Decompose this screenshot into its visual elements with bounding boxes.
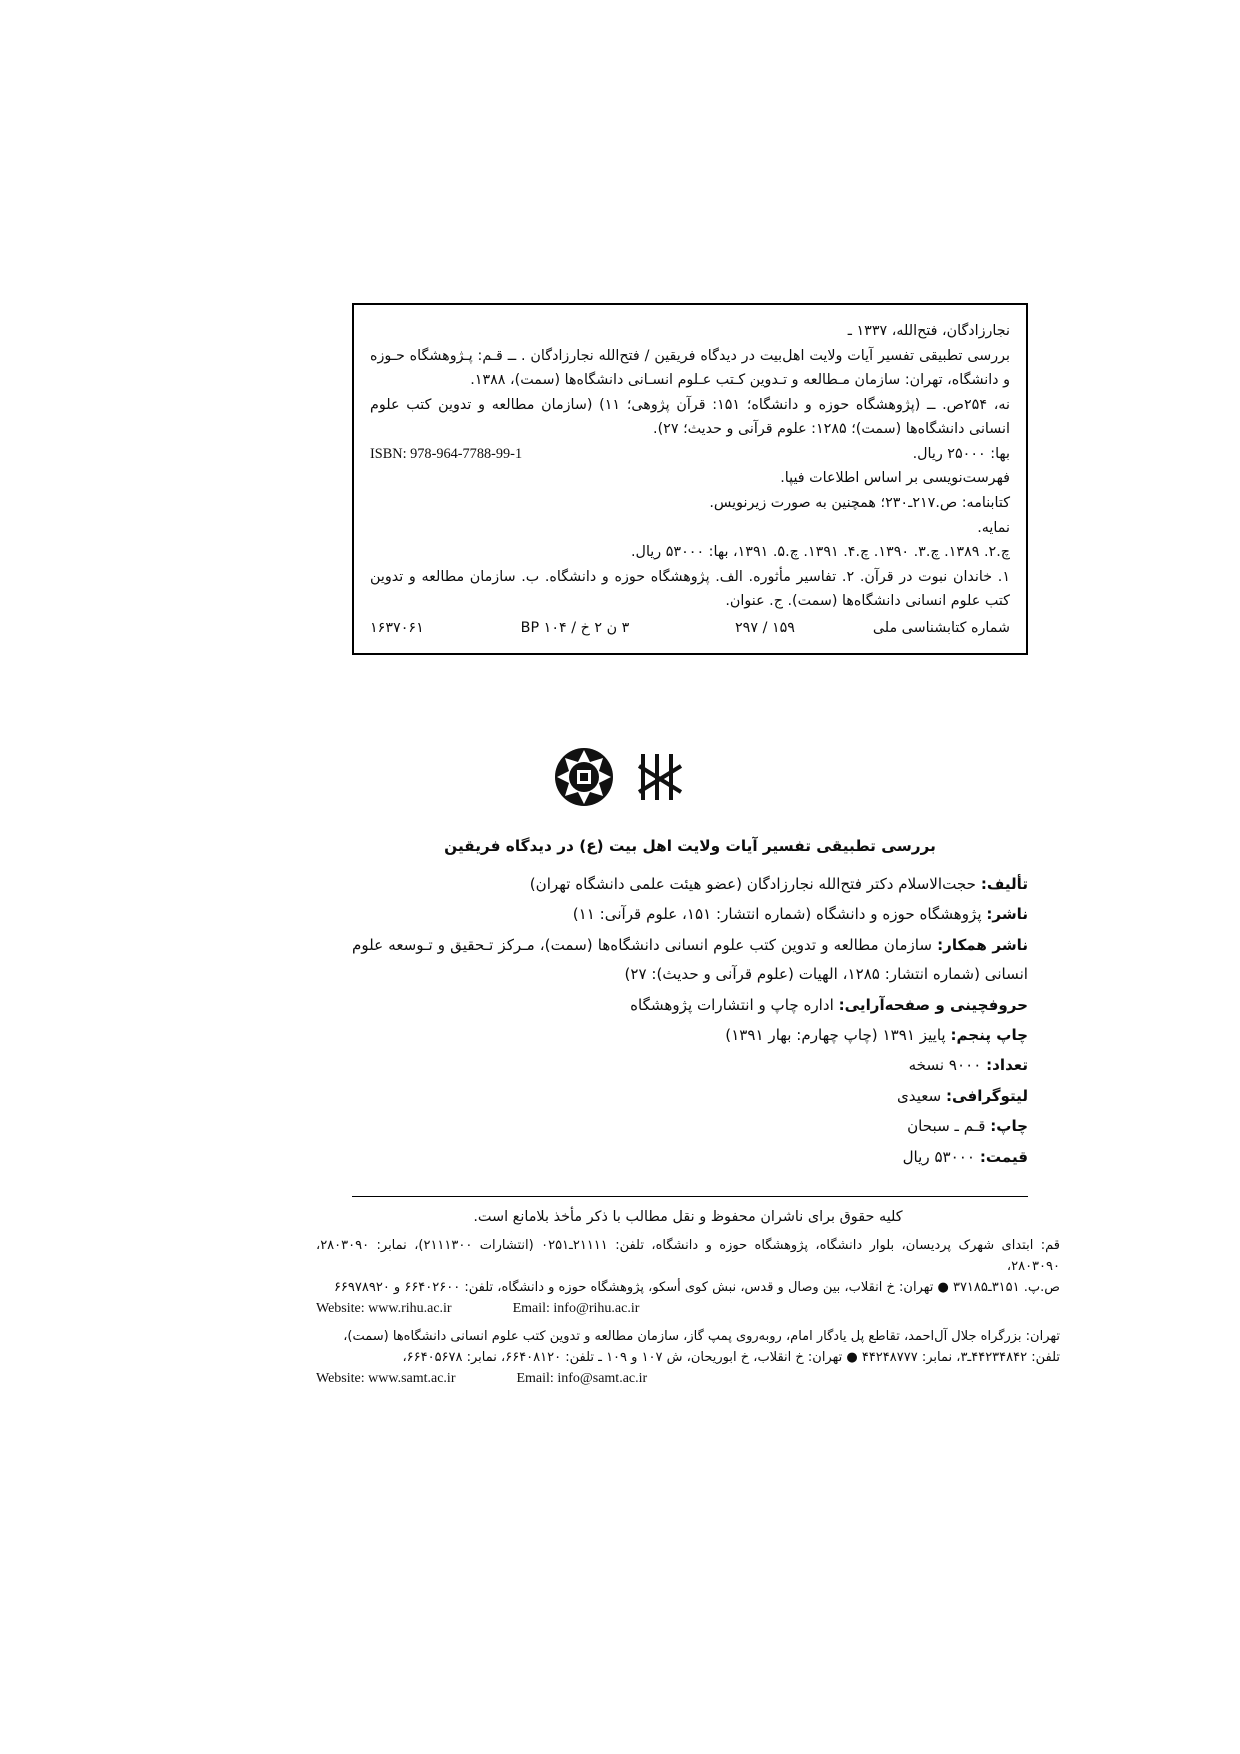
cip-price: بها: ۲۵۰۰۰ ریال. [912, 445, 1010, 462]
publisher-logos [0, 742, 1240, 812]
cip-isbn-row [370, 442, 1010, 467]
cip-series-statement: نه، ۲۵۴ص. ــ (پژوهشگاه حوزه و دانشگاه؛ ۱۵۱: قرآن پژوهی؛ ۱۱) (سازمان مطالعه و تدوین کتب علوم انسانی دانشگاه‌ها (سمت)؛ ۱۲۸۵: علوم قرآنی و حدیث؛ ۲۷). [370, 396, 1011, 438]
samt-web-row [316, 1368, 1060, 1391]
colophon-label-edition: چاپ پنجم: [950, 1025, 1028, 1044]
cip-subject-headings: ۱. خاندان نبوت در قرآن. ۲. تفاسیر مأثوره. الف. پژوهشگاه حوزه و دانشگاه. ب. سازمان مطالعه و تدوین کتب علوم انسانی دانشگاه‌ها (سمت). ج. عنوان. [370, 568, 1010, 610]
samt-address-line-1: تهران: بزرگراه جلال آل‌احمد، تقاطع پل یادگار امام، روبه‌روی پمپ گاز، سازمان مطالعه و تدوین کتب علوم انسانی دانشگاه‌ها (سمت)، [343, 1329, 1060, 1345]
colophon-value-lithography: سعیدی [896, 1086, 942, 1105]
colophon-row-copublisher [352, 931, 1028, 990]
rihu-website-label: Website: [316, 1301, 365, 1317]
colophon-block [352, 832, 1028, 1173]
colophon-row-price [352, 1143, 1028, 1172]
cip-national-bib-value: ۱۶۳۷۰۶۱ [370, 619, 424, 636]
samt-website-label: Website: [316, 1371, 365, 1387]
cip-bibliography-note: کتابنامه: ص.۲۱۷ـ۲۳۰؛ همچنین به صورت زیرنویس. [709, 495, 1010, 512]
rihu-web-row [316, 1298, 1060, 1321]
colophon-row-printer [352, 1112, 1028, 1141]
colophon-value-typesetting: اداره چاپ و انتشارات پژوهشگاه [630, 995, 834, 1014]
rihu-address-group [316, 1235, 1060, 1321]
book-title: بررسی تطبیقی تفسیر آیات ولایت اهل بیت (ع) در دیدگاه فریقین [444, 837, 936, 855]
colophon-label-lithography: لیتوگرافی: [946, 1086, 1028, 1105]
colophon-value-publisher: پژوهشگاه حوزه و دانشگاه (شماره انتشار: ۱۵۱، علوم قرآنی: ۱۱) [572, 905, 982, 924]
rihu-address-line-2: ص.پ. ۳۱۵۱ـ۳۷۱۸۵ ● تهران: خ انقلاب، بین وصال و قدس، نبش کوی أسکو، پژوهشگاه حوزه و دانشگاه، تلفن: ۶۶۴۰۲۶۰۰ و ۶۶۹۷۸۹۲۰ [333, 1280, 1060, 1296]
rihu-website-link[interactable]: www.rihu.ac.ir [368, 1301, 452, 1317]
samt-address-line-2: تلفن: ۴۴۲۳۴۸۴۲ـ۳، نمابر: ۴۴۲۴۸۷۷۷ ● تهران: خ انقلاب، خ ابوریحان، ش ۱۰۷ و ۱۰۹ ـ تلفن: ۶۶۴۰۸۱۲۰، نمابر: ۶۶۴۰۵۶۷۸، [402, 1350, 1060, 1366]
colophon-value-copublisher: سازمان مطالعه و تدوین کتب علوم انسانی دانشگاه‌ها (سمت)، مـرکز تـحقیق و تـوسعه علوم انسانی (شماره انتشار: ۱۲۸۵، الهیات (علوم قرآنی و حدیث): ۲۷) [352, 935, 1028, 984]
colophon-row-copies [352, 1051, 1028, 1080]
colophon-value-price: ۵۳۰۰۰ ریال [902, 1147, 975, 1166]
samt-website-link[interactable]: www.samt.ac.ir [368, 1371, 456, 1387]
colophon-value-author: حجت‌الاسلام دکتر فتح‌الله نجارزادگان (عضو هیئت علمی دانشگاه تهران) [529, 874, 976, 893]
colophon-row-lithography [352, 1082, 1028, 1111]
cip-author-heading: نجارزادگان، فتح‌الله، ۱۳۳۷ ـ [847, 323, 1010, 339]
rihu-star-logo [553, 746, 615, 808]
colophon-label-price: قیمت: [979, 1147, 1028, 1166]
footer-contact-block [316, 1206, 1060, 1396]
colophon-label-publisher: ناشر: [986, 905, 1028, 924]
cip-record-box [352, 303, 1028, 655]
cip-title-statement: بررسی تطبیقی تفسیر آیات ولایت اهل‌بیت در دیدگاه فریقین / فتح‌الله نجارزادگان . ــ قـم: پـژوهشگاه حـوزه و دانشگاه، تهران: سازمان مـطالعه و تـدوین کـتب عـلوم انسـانی دانشگاه‌ها (سمت)، ۱۳۸۸. [370, 347, 1010, 389]
samt-address-group [316, 1326, 1060, 1391]
cip-isbn: ISBN: 978-964-7788-99-1 [370, 445, 523, 462]
cip-call-number-dewey: ۱۵۹ / ۲۹۷ [735, 619, 795, 636]
cip-fipa-note: فهرست‌نویسی بر اساس اطلاعات فیپا. [780, 470, 1010, 487]
colophon-label-author: تألیف: [980, 874, 1028, 893]
colophon-value-copies: ۹۰۰۰ نسخه [908, 1056, 982, 1075]
rihu-email-link[interactable]: info@rihu.ac.ir [553, 1301, 640, 1317]
cip-national-bib-label: شماره کتابشناسی ملی [872, 619, 1010, 636]
colophon-row-author [352, 870, 1028, 899]
samt-email-link[interactable]: info@samt.ac.ir [557, 1371, 648, 1387]
colophon-value-printer: قـم ـ سبحان [907, 1117, 986, 1136]
copyright-notice: کلیه حقوق برای ناشران محفوظ و نقل مطالب با ذکر مأخذ بلامانع است. [473, 1209, 903, 1225]
colophon-row-edition [352, 1021, 1028, 1050]
samt-email-label: Email: [516, 1371, 554, 1387]
cip-call-number-lc: ۳ ن ۲ خ / ۱۰۴ BP [520, 619, 630, 636]
colophon-label-copies: تعداد: [986, 1056, 1028, 1075]
colophon-row-typesetting [352, 991, 1028, 1020]
colophon-label-printer: چاپ: [990, 1117, 1028, 1136]
footer-divider [352, 1196, 1028, 1197]
rihu-email-label: Email: [512, 1301, 550, 1317]
colophon-label-copublisher: ناشر همکار: [937, 935, 1028, 954]
cip-index-note: نمایه. [977, 519, 1010, 536]
rihu-address-line-1: قم: ابتدای شهرک پردیسان، بلوار دانشگاه، پژوهشگاه حوزه و دانشگاه، تلفن: ۲۱۱۱۱ـ۰۲۵۱ (انتشارات ۲۱۱۱۳۰۰)، نمابر: ۲۸۰۳۰۹۰، ۲۸۰۳۰۹۰، [316, 1238, 1060, 1275]
cip-editions-note: چ.۲. ۱۳۸۹. چ.۳. ۱۳۹۰. چ.۴. ۱۳۹۱. چ.۵. ۱۳۹۱، بها: ۵۳۰۰۰ ریال. [631, 544, 1010, 561]
cip-call-number-row [370, 616, 1010, 641]
colophon-label-typesetting: حروفچینی و صفحه‌آرایی: [838, 995, 1028, 1014]
colophon-value-edition: پاییز ۱۳۹۱ (چاپ چهارم: بهار ۱۳۹۱) [725, 1025, 946, 1044]
colophon-row-publisher [352, 900, 1028, 929]
samt-logo [637, 746, 687, 808]
